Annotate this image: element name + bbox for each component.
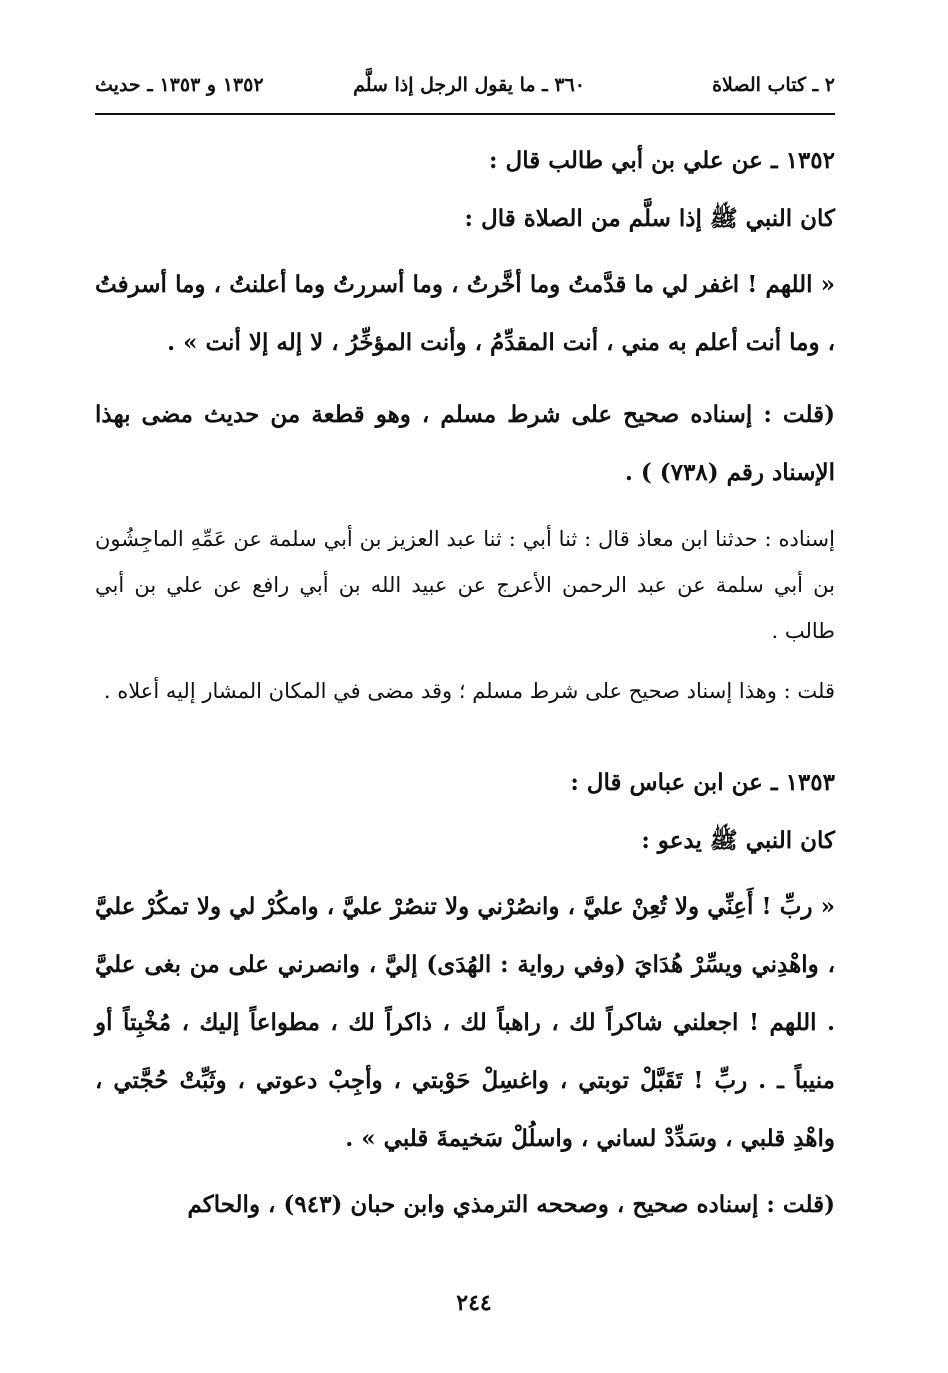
hadith-1352-text: « اللهم ! اغفر لي ما قدَّمتُ وما أخَّرتُ ، وما أسررتُ وما أعلنتُ ، وما أسرفتُ ، وما أنت أعلم به مني ، أنت المقدِّمُ ، وأنت المؤخِّرُ ، لا إله إلا أنت » . <box>95 271 835 356</box>
header-section: ٣٦٠ ـ ما يقول الرجل إذا سلَّم <box>353 74 585 96</box>
header-divider <box>95 113 835 115</box>
hadith-1352-intro: كان النبي ﷺ إذا سلَّم من الصلاة قال : <box>464 205 835 232</box>
spacer <box>95 502 835 516</box>
spacer <box>95 654 835 668</box>
hadith-1352-heading: ١٣٥٢ ـ عن علي بن أبي طالب قال : <box>489 147 835 174</box>
spacer <box>95 714 835 754</box>
spacer <box>95 1168 835 1176</box>
hadith-1352-note: (قلت : إسناده صحيح على شرط مسلم ، وهو قطعة من حديث مضى بهذا الإسناد رقم (٧٣٨) ) . <box>95 401 836 486</box>
hadith-1353-intro: كان النبي ﷺ يدعو : <box>641 827 835 854</box>
header-hadith-range: ١٣٥٢ و ١٣٥٣ ـ حديث <box>95 74 264 96</box>
hadith-1352-comment: قلت : وهذا إسناد صحيح على شرط مسلم ؛ وقد مضى في المكان المشار إليه أعلاه . <box>103 679 835 703</box>
spacer <box>95 372 835 386</box>
running-header <box>95 68 835 108</box>
page-body <box>95 132 835 1234</box>
spacer <box>95 248 835 256</box>
hadith-1353-text: « ربِّ ! أَعِنِّي ولا تُعِنْ عليَّ ، وانصُرْني ولا تنصُرْ عليَّ ، وامكُرْ لي ولا تمكُرْ عليَّ ، واهْدِني ويسِّرْ هُدَايَ (وفي رواية : الهُدَى) إليَّ ، وانصرني على من بغى عليَّ . اللهم ! اجعلني شاكراً لك ، راهباً لك ، ذاكراً لك ، مطواعاً إليك ، مُخْبِتاً أو منيباً ـ . ربِّ ! تَقَبَّلْ توبتي ، واغسِلْ حَوْبتي ، وأجِبْ دعوتي ، وثَبِّتْ حُجَّتي ، واهْدِ قلبي ، وسَدِّدْ لساني ، واسلُلْ سَخيمةَ قلبي » . <box>95 893 835 1152</box>
header-chapter: ٢ ـ كتاب الصلاة <box>712 74 835 96</box>
spacer <box>95 870 835 878</box>
hadith-1353-note: (قلت : إسناده صحيح ، وصححه الترمذي وابن حبان (٩٤٣) ، والحاكم <box>187 1191 835 1218</box>
hadith-1353-heading: ١٣٥٣ ـ عن ابن عباس قال : <box>570 769 835 796</box>
hadith-1352-isnad: إسناده : حدثنا ابن معاذ قال : ثنا أبي : ثنا عبد العزيز بن أبي سلمة عن عَمِّهِ الماجِشُون بن أبي سلمة عن عبد الرحمن الأعرج عن عبيد الله بن أبي رافع عن علي بن أبي طالب . <box>95 527 835 643</box>
page-number: ٢٤٤ <box>456 1290 492 1316</box>
